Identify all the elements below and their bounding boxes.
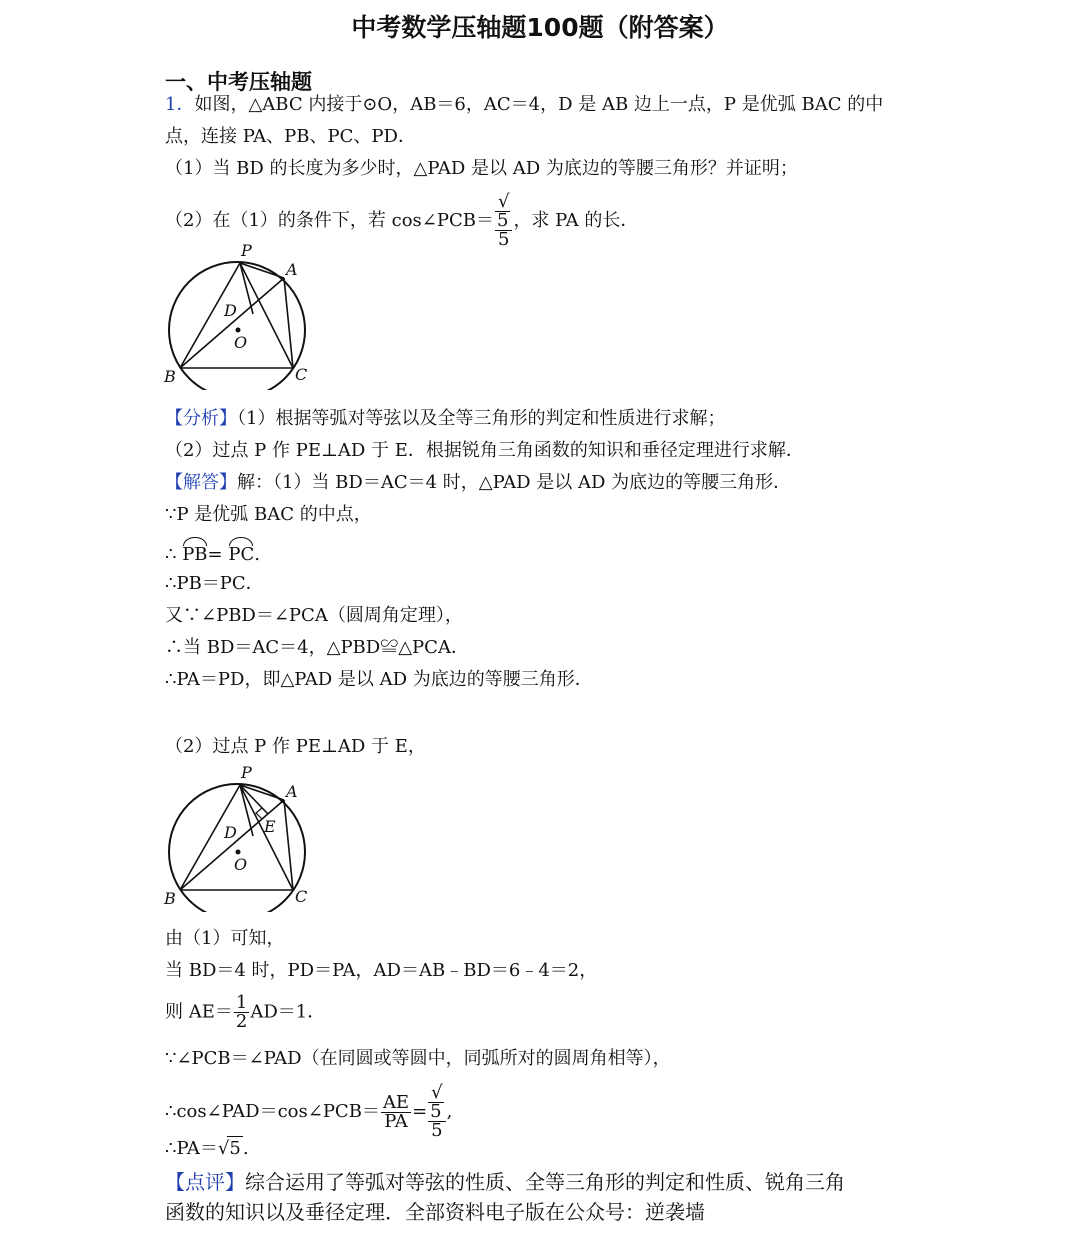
question-1: （1）当 BD 的长度为多少时，△PAD 是以 AD 为底边的等腰三角形？并证明； <box>165 158 798 179</box>
solution-line-3 <box>165 539 260 567</box>
half-denominator: 2 <box>235 1011 248 1032</box>
label-p-2: P <box>241 763 252 782</box>
arc-pb: PB <box>182 539 207 567</box>
comment-line-2: 函数的知识以及垂径定理．全部资料电子版在公众号：逆袭墙 <box>165 1200 705 1224</box>
solution-line-2: ∵P 是优弧 BAC 的中点， <box>165 504 372 525</box>
ad-equals-one: AD＝1． <box>250 1001 326 1023</box>
label-a: A <box>286 260 298 279</box>
problem-text-1: 如图，△ABC 内接于⊙O，AB＝6，AC＝4，D 是 AB 边上一点，P 是优弧 BAC 的中 <box>194 94 884 115</box>
half-numerator: 1 <box>235 992 248 1013</box>
comment-text-1: 综合运用了等弧对等弦的性质、全等三角形的判定和性质、锐角三角 <box>245 1170 845 1194</box>
label-c: C <box>295 365 308 384</box>
label-c-2: C <box>295 887 308 906</box>
label-e: E <box>264 817 276 836</box>
segment-pd <box>240 263 253 314</box>
question-2-post: ，求 PA 的长． <box>513 210 639 231</box>
problem-line-1 <box>165 93 883 117</box>
five-denominator: 5 <box>431 1120 443 1141</box>
analysis-text-1: （1）根据等弧对等弦以及全等三角形的判定和性质进行求解； <box>237 408 726 429</box>
part2-line-2: 由（1）可知， <box>165 928 285 949</box>
equals-2: = <box>412 1101 428 1122</box>
part2-line-4 <box>165 994 325 1031</box>
one-half <box>234 994 249 1031</box>
problem-line-2: 点，连接 PA、PB、PC、PD． <box>165 126 416 147</box>
solution-line-5: 又∵∠PBD＝∠PCA（圆周角定理）， <box>165 605 463 626</box>
page-title: 中考数学压轴题100题（附答案） <box>351 13 729 42</box>
problem-number: 1． <box>165 94 195 115</box>
final-period: . <box>242 1138 249 1159</box>
solution-line-6: ∴当 BD＝AC＝4，△PBD≌△PCA． <box>165 637 469 658</box>
pa-denominator: PA <box>384 1110 408 1132</box>
solution-line-7: ∴PA＝PD，即△PAD 是以 AD 为底边的等腰三角形． <box>165 669 593 690</box>
analysis-tag: 【分析】 <box>165 408 237 429</box>
label-d: D <box>224 301 237 320</box>
equals: = <box>207 544 223 565</box>
sqrt5-over-5: √ 5 5 <box>495 193 512 249</box>
period: . <box>254 544 260 565</box>
solution-text-1: 解：（1）当 BD＝AC＝4 时，△PAD 是以 AD 为底边的等腰三角形． <box>237 472 792 493</box>
comment-line-1 <box>165 1170 845 1194</box>
comment-tag: 【点评】 <box>165 1170 245 1194</box>
part2-line-1: （2）过点 P 作 PE⊥AD 于 E， <box>165 736 426 757</box>
section-heading: 一、中考压轴题 <box>165 70 312 94</box>
part2-line-6 <box>165 1084 452 1140</box>
label-o-2: O <box>234 855 248 874</box>
label-p: P <box>241 241 252 260</box>
comma: , <box>446 1101 453 1122</box>
sqrt5-numerator: 5 <box>430 1101 442 1122</box>
part2-line-3: 当 BD＝4 时，PD＝PA，AD＝AB﹣BD＝6﹣4＝2， <box>165 960 598 981</box>
ae-numerator: AE <box>382 1091 410 1113</box>
part2-line-5: ∵∠PCB＝∠PAD（在同圆或等圆中，同弧所对的圆周角相等）， <box>165 1048 671 1069</box>
arc-pc: PC <box>228 539 254 567</box>
geometry-figure-2 <box>160 762 320 912</box>
analysis-line-2: （2）过点 P 作 PE⊥AD 于 E．根据锐角三角函数的知识和垂径定理进行求解． <box>165 440 804 461</box>
solution-line-1 <box>165 471 791 495</box>
pa-equals: ∴PA＝ <box>165 1138 218 1159</box>
question-2-pre: （2）在（1）的条件下，若 cos∠PCB＝ <box>165 210 494 231</box>
label-b-2: B <box>164 889 176 908</box>
sqrt5-over-5-b: √ 5 5 <box>428 1084 445 1140</box>
segment-ba <box>180 278 284 368</box>
analysis-line-1 <box>165 407 725 431</box>
part2-line-7: ∴PA＝√5 . <box>165 1138 249 1159</box>
geometry-figure-1 <box>160 240 320 390</box>
q2-denominator: 5 <box>497 229 510 250</box>
solution-tag: 【解答】 <box>165 472 237 493</box>
therefore-symbol: ∴ <box>165 544 177 565</box>
center-dot <box>236 328 241 333</box>
cos-equation: ∴cos∠PAD＝cos∠PCB＝ <box>165 1101 380 1122</box>
label-d-2: D <box>224 823 237 842</box>
ae-over-pa <box>381 1091 411 1132</box>
solution-line-4: ∴PB＝PC． <box>165 573 264 594</box>
ae-equals: 则 AE＝ <box>165 1001 233 1023</box>
label-a-2: A <box>286 782 298 801</box>
center-dot-2 <box>236 850 241 855</box>
label-b: B <box>164 367 176 386</box>
sqrt5-result: 5 <box>229 1138 241 1159</box>
q2-numerator: 5 <box>496 210 509 231</box>
label-o: O <box>234 333 248 352</box>
